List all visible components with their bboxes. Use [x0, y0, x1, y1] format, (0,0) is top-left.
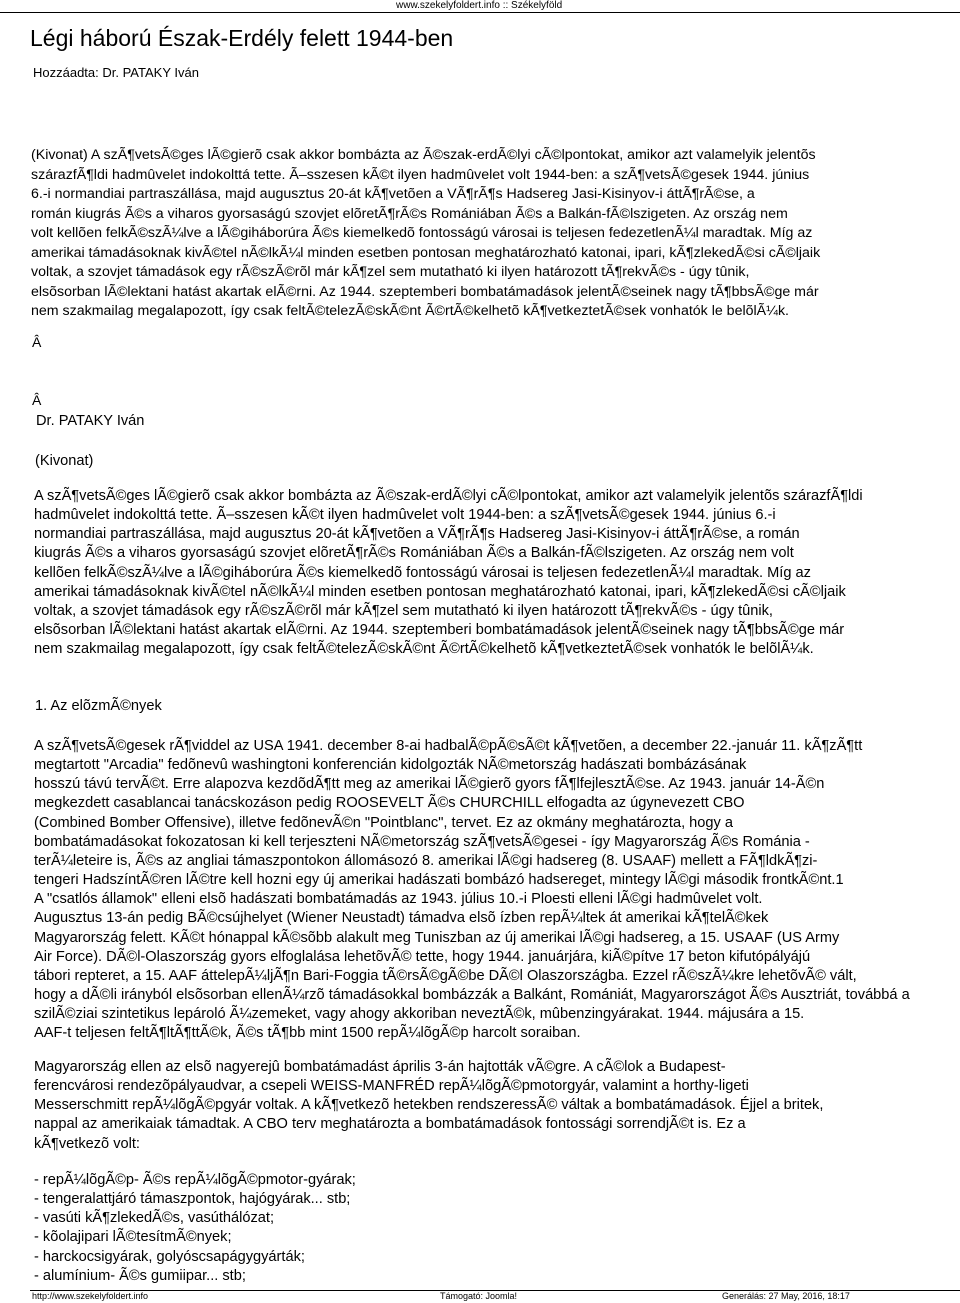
text-line: tábori repteret, a 15. AAF áttelepÃ¼ljÃ¶n Bari-Foggia tÃ©rsÃ©gÃ©be DÃ©l Olaszországba. Ezzel rÃ©szÃ¼kre lehetõvÃ© vált,: [34, 967, 857, 984]
text-line: nem szakmailag megalapozott, így csak feltÃ©telezÃ©skÃ©nt Ã©rtÃ©kelhetõ kÃ¶vetkeztetÃ©sek vonhatók le belõlÃ¼k.: [34, 641, 814, 658]
text-line: Magyarország ellen az elsõ nagyerejû bombatámadást április 3-án hajtották vÃ©gre. A cÃ©lok a Budapest-: [34, 1059, 726, 1075]
section-heading: 1. Az elõzmÃ©nyek: [35, 698, 162, 714]
text-line: nem szakmailag megalapozott, így csak feltÃ©telezÃ©skÃ©nt Ã©rtÃ©kelhetõ kÃ¶vetkeztetÃ©sek vonhatók le belõlÃ¼k.: [31, 303, 789, 319]
text-line: nappal az amerikaiak támadtak. A CBO terv meghatározta a bombatámadások fontossági sorrendjÃ©t is. Ez a: [34, 1116, 746, 1133]
page-title: Légi háború Észak-Erdély felett 1944-ben: [30, 25, 454, 51]
text-line: - tengeralattjáró támaszpontok, hajógyárak... stb;: [34, 1191, 351, 1208]
header-rule: [0, 12, 960, 13]
text-line: (Combined Bomber Offensive), illetve fedõnevÃ©n "Pointblanc", tervet. Ez az okmány meghatározta, hogy a: [34, 814, 733, 831]
text-line: hadmûvelet indokolttá tette. Ã–sszesen kÃ©t ilyen hadmûvelet volt 1944-ben: a szÃ¶vetsÃ©gesek 1944. június 6.-i: [34, 507, 776, 524]
text-line: elsõsorban lÃ©lektani hatást akartak elÃ©rni. Az 1944. szeptemberi bombatámadások jelentÃ©seinek nagy tÃ¶bbsÃ©ge már: [31, 283, 819, 300]
footer-sponsor: Támogató: Joomla!: [440, 1291, 518, 1301]
text-line: normandiai partraszállása, majd augusztus 20-át kÃ¶vetõen a VÃ¶rÃ¶s Hadsereg Jasi-Kisinyov-i áttÃ¶rÃ©se, a román: [34, 526, 800, 543]
text-line: kellõen felkÃ©szÃ¼lve a lÃ©giháborúra Ã©s kiemelkedõ fontosságú városai is teljesen fedezetlenÃ¼l maradtak. Míg az: [34, 564, 811, 581]
text-line: - repÃ¼lõgÃ©p- Ã©s repÃ¼lõgÃ©pmotor-gyárak;: [34, 1172, 356, 1188]
stray-character: Â: [32, 334, 42, 350]
text-line: - harckocsigyárak, golyóscsapágygyárták;: [34, 1248, 305, 1265]
text-line: megkezdett casablancai tanácskozáson pedig ROOSEVELT Ã©s CHURCHILL elfogadta az úgynevezett CBO: [34, 795, 745, 812]
text-line: kiugrás Ã©s a viharos gyorsaságú szovjet elõretÃ¶rÃ©s Romániában Ã©s a Balkán-fÃ©lszigeten. Az ország nem volt: [34, 545, 794, 562]
text-line: voltak, a szovjet támadások egy rÃ©szÃ©rõl már kÃ¶zel sem mutatható ki ilyen határozott tÃ¶rekvÃ©s - úgy tûnik,: [31, 264, 750, 280]
text-line: amerikai támadásoknak kivÃ©tel nÃ©lkÃ¼l minden esetben pontosan meghatározható katonai, ipari, kÃ¶zlekedÃ©si cÃ©ljaik: [34, 583, 846, 600]
text-line: AAF-t teljesen feltÃ¶ltÃ¶ttÃ©k, Ã©s tÃ¶bb mint 1500 repÃ¼lõgÃ©p harcolt soraiban.: [34, 1025, 581, 1042]
section-paragraph: [34, 737, 910, 1044]
kivonat-label: (Kivonat): [35, 453, 94, 469]
text-line: A szÃ¶vetsÃ©ges lÃ©gierõ csak akkor bombázta az Ã©szak-erdÃ©lyi cÃ©lpontokat, amikor azt valamelyik jelentõs szárazfÃ¶ldi: [34, 488, 863, 504]
text-line: tengeri HadszíntÃ©ren lÃ©tre kell hozni egy új amerikai hadászati bombázó hadsereget, mintegy lÃ©gi második frontkÃ©nt.1: [34, 872, 844, 889]
text-line: Magyarország felett. KÃ©t hónappal kÃ©sõbb alakult meg Tuniszban az új amerikai lÃ©gi hadsereg, a 15. USAAF (US Army: [34, 929, 840, 946]
site-url-header: www.szekelyfoldert.info :: Székelyföld: [396, 0, 563, 11]
text-line: amerikai támadásoknak kivÃ©tel nÃ©lkÃ¼l minden esetben pontosan meghatározható katonai, ipari, kÃ¶zlekedÃ©si cÃ©ljaik: [31, 244, 821, 261]
text-line: elsõsorban lÃ©lektani hatást akartak elÃ©rni. Az 1944. szeptemberi bombatámadások jelentÃ©seinek nagy tÃ¶bbsÃ©ge már: [34, 622, 845, 639]
text-line: szilÃ©ziai szintetikus lepároló Ã¼zemeket, vagy ahogy akkoriban neveztÃ©k, mûbenzingyárakat. 1944. májusára a 15.: [34, 1006, 805, 1023]
summary-paragraph: [31, 146, 820, 322]
text-line: terÃ¼leteire is, Ã©s az angliai támaszpontokon állomásozó 8. amerikai lÃ©gi hadsereg (8. USAAF) mellett a FÃ¶ldkÃ¶zi-: [34, 852, 818, 869]
text-line: megtartott "Arcadia" fedõnevû washingtoni konferencián kidolgozták NÃ©metország hadászati bombázásának: [34, 757, 747, 774]
text-line: Air Force). DÃ©l-Olaszország gyors elfoglalása lehetõvÃ© tette, hogy 1944. januárjára, kiÃ©pítve 17 beton kifutópályájú: [34, 948, 811, 965]
text-line: A "csatlós államok" elleni elsõ hadászati bombatámadás az 1943. július 10.-i Ploesti elleni lÃ©gi hadmûvelet volt.: [34, 891, 763, 908]
author-name: Dr. PATAKY Iván: [36, 413, 145, 429]
text-line: román kiugrás Ã©s a viharos gyorsaságú szovjet elõretÃ¶rÃ©s Romániában Ã©s a Balkán-fÃ©lszigeten. Az ország nem: [31, 205, 788, 222]
text-line: - kõolajipari lÃ©tesítmÃ©nyek;: [34, 1229, 232, 1246]
abstract-paragraph: [34, 487, 863, 659]
text-line: szárazfÃ¶ldi hadmûvelet indokolttá tette. Ã–sszesen kÃ©t ilyen hadmûvelet volt 1944-ben: a szÃ¶vetsÃ©gesek 1944. június: [31, 166, 810, 183]
text-line: ferencvárosi rendezõpályaudvar, a csepeli WEISS-MANFRÉD repÃ¼lõgÃ©pmotorgyár, valamint a horthy-ligeti: [34, 1078, 749, 1095]
text-line: Augusztus 13-án pedig BÃ©csújhelyet (Wiener Neustadt) támadva elsõ ízben repÃ¼ltek át amerikai kÃ¶telÃ©kek: [34, 910, 769, 927]
text-line: bombatámadásokat fokozatosan ki kell terjeszteni NÃ©metország szÃ¶vetsÃ©gesei - így Magyarország Ã©s Románia -: [34, 833, 810, 850]
target-list: [34, 1171, 356, 1286]
text-line: kÃ¶vetkezõ volt:: [34, 1135, 140, 1152]
text-line: volt kellõen felkÃ©szÃ¼lve a lÃ©giháborúra Ã©s kiemelkedõ fontosságú városai is teljesen fedezetlenÃ¼l maradtak. Míg az: [31, 225, 813, 241]
text-line: - vasúti kÃ¶zlekedÃ©s, vasúthálózat;: [34, 1210, 275, 1227]
text-line: - alumínium- Ã©s gumiipar... stb;: [34, 1267, 246, 1284]
text-line: (Kivonat) A szÃ¶vetsÃ©ges lÃ©gierõ csak akkor bombázta az Ã©szak-erdÃ©lyi cÃ©lpontokat, amikor azt valamelyik jelentõs: [31, 147, 816, 163]
footer-generated: Generálás: 27 May, 2016, 18:17: [722, 1291, 850, 1301]
body-paragraph: [34, 1058, 823, 1154]
text-line: A szÃ¶vetsÃ©gesek rÃ¶viddel az USA 1941. december 8-ai hadbalÃ©pÃ©sÃ©t kÃ¶vetõen, a december 22.-január 11. kÃ¶zÃ¶tt: [34, 738, 863, 754]
text-line: voltak, a szovjet támadások egy rÃ©szÃ©rõl már kÃ¶zel sem mutatható ki ilyen határozott tÃ¶rekvÃ©s - úgy tûnik,: [34, 602, 773, 619]
footer-url: http://www.szekelyfoldert.info: [32, 1291, 149, 1301]
author-byline: Hozzáadta: Dr. PATAKY Iván: [33, 65, 199, 80]
text-line: hogy a dÃ©li irányból elsõsorban ellenÃ¼rzõ támadásokkal bombázzák a Balkánt, Romániát, Magyarországot Ã©s Ausztriát, továbbá a: [34, 987, 910, 1004]
stray-character: Â: [32, 392, 42, 408]
text-line: Messerschmitt repÃ¼lõgÃ©pgyár voltak. A kÃ¶vetkezõ hetekben rendszeressÃ© váltak a bombatámadások. Éjjel a britek,: [34, 1097, 824, 1114]
text-line: hosszú távú tervÃ©t. Erre alapozva kezdõdÃ¶tt meg az amerikai lÃ©gierõ gyors fÃ¶lfejlesztÃ©se. Az 1943. január 14-Ã©n: [34, 776, 825, 793]
text-line: 6.-i normandiai partraszállása, majd augusztus 20-át kÃ¶vetõen a VÃ¶rÃ¶s Hadsereg Jasi-Kisinyov-i áttÃ¶rÃ©se, a: [31, 186, 755, 202]
